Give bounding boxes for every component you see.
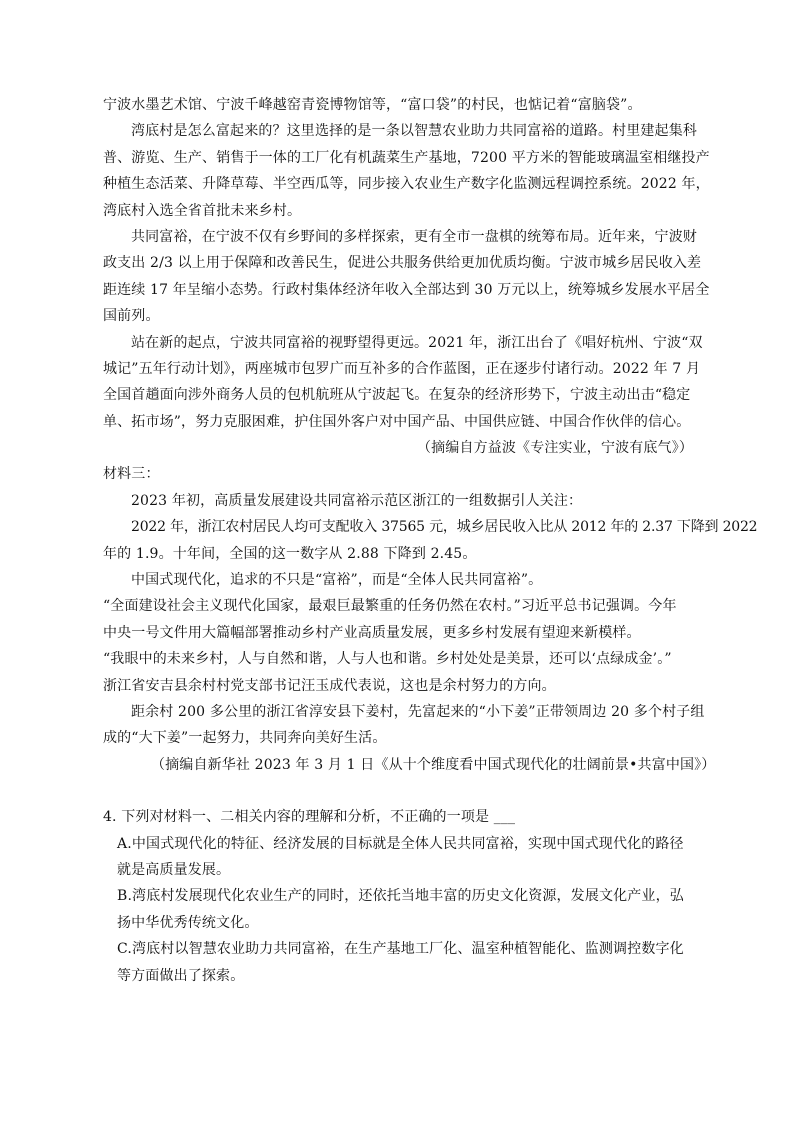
text-line: 站在新的起点，宁波共同富裕的视野望得更远。2021 年，浙江出台了《唱好杭州、宁波“双 — [131, 334, 703, 351]
m3-intro: 2023 年初，高质量发展建设共同富裕示范区浙江的一组数据引人关注： — [131, 492, 583, 509]
m3-modernization: 中国式现代化，追求的不只是“富裕”，而是“全体人民共同富裕”。 — [131, 572, 543, 589]
text-line: 2022 年，浙江农村居民人均可支配收入 37565 元，城乡居民收入比从 2012 年的 2.37 下降到 2022 — [131, 519, 758, 536]
source-citation-2: （摘编自方益波《专注实业，宁波有底气》） — [417, 440, 693, 457]
m3-xiajiang-paragraph — [103, 699, 705, 752]
paragraph-common-prosperity — [103, 224, 710, 330]
m3-quote-xi — [103, 593, 693, 646]
text-line: 国前列。 — [103, 308, 160, 325]
source-citation-3: （摘编自新华社 2023 年 3 月 1 日《从十个维度看中国式现代化的壮阔前景•共富中国》） — [151, 756, 716, 773]
text-line: A.中国式现代化的特征、经济发展的目标就是全体人民共同富裕，实现中国式现代化的路径 — [117, 835, 684, 852]
text-line: 扬中华优秀传统文化。 — [117, 914, 259, 931]
text-line: 政支出 2/3 以上用于保障和改善民生，促进公共服务供给更加优质均衡。宁波市城乡居民收入差 — [103, 255, 702, 272]
option-a — [103, 831, 693, 884]
text-line: 城记”五年行动计划》，两座城市包罗广而互补多的合作蓝图，正在逐步付诸行动。2022 年 7 月 — [103, 360, 701, 377]
page-content — [103, 92, 758, 989]
option-b — [103, 883, 693, 936]
text-line: B.湾底村发展现代化农业生产的同时，还依托当地丰富的历史文化资源，发展文化产业，弘 — [117, 888, 684, 905]
text-line: 种植生态活菜、升降草莓、半空西瓜等，同步接入农业生产数字化监测远程调控系统。2022 年， — [103, 176, 710, 193]
question-stem: 4. 下列对材料一、二相关内容的理解和分析，不正确的一项是 ___ — [103, 809, 516, 826]
m3-data-paragraph — [103, 514, 758, 567]
section-gap — [103, 778, 693, 804]
paragraph-new-start — [103, 330, 703, 436]
text-line: 普、游览、生产、销售于一体的工厂化有机蔬菜生产基地，7200 平方米的智能玻璃温室相继投产 — [103, 149, 710, 166]
text-line: 全国首趟面向涉外商务人员的包机航班从宁波起飞。在复杂的经济形势下，宁波主动出击“稳定 — [103, 387, 691, 404]
text-line: “我眼中的未来乡村，人与自然和谐，人与人也和谐。乡村处处是美景，还可以‘点绿成金’。” — [103, 651, 672, 668]
text-line: 等方面做出了探索。 — [117, 967, 245, 984]
text-line: 成的“大下姜”一起努力，共同奔向美好生活。 — [103, 730, 387, 747]
option-c — [103, 936, 693, 989]
text-line: 距连续 17 年呈缩小态势。行政村集体经济年收入全部达到 30 万元以上，统筹城乡发展水平居全 — [103, 281, 710, 298]
text-line: 湾底村是怎么富起来的？这里选择的是一条以智慧农业助力共同富裕的道路。村里建起集科 — [131, 123, 697, 140]
text-line: “全面建设社会主义现代化国家，最艰巨最繁重的任务仍然在农村。”习近平总书记强调。今年 — [103, 598, 677, 615]
text-line: 共同富裕，在宁波不仅有乡野间的多样探索，更有全市一盘棋的统筹布局。近年来，宁波财 — [131, 228, 697, 245]
material2-tail — [103, 92, 693, 118]
text-line: 中央一号文件用大篇幅部署推动乡村产业高质量发展，更多乡村发展有望迎来新模样。 — [103, 624, 641, 641]
text-line: 浙江省安吉县余村村党支部书记汪玉成代表说，这也是余村努力的方向。 — [103, 677, 556, 694]
paragraph-wandi — [103, 118, 710, 224]
m3-quote-yucun — [103, 646, 693, 699]
text-line: 就是高质量发展。 — [117, 861, 231, 878]
material3-heading: 材料三： — [103, 466, 160, 483]
text-line: C.湾底村以智慧农业助力共同富裕，在生产基地工厂化、温室种植智能化、监测调控数字化 — [117, 941, 684, 958]
text-line: 距余村 200 多公里的浙江省淳安县下姜村，先富起来的“小下姜”正带领周边 20 多个村子组 — [131, 703, 705, 720]
text-line: 单、拓市场”，努力克服困难，护住国外客户对中国产品、中国供应链、中国合作伙伴的信心。 — [103, 413, 691, 430]
text-line: 宁波水墨艺术馆、宁波千峰越窑青瓷博物馆等，“富口袋”的村民，也惦记着“富脑袋”。 — [103, 97, 642, 113]
text-line: 湾底村入选全省首批未来乡村。 — [103, 202, 302, 219]
text-line: 年的 1.9。十年间，全国的这一数字从 2.88 下降到 2.45。 — [103, 545, 477, 562]
question-4 — [103, 804, 693, 989]
